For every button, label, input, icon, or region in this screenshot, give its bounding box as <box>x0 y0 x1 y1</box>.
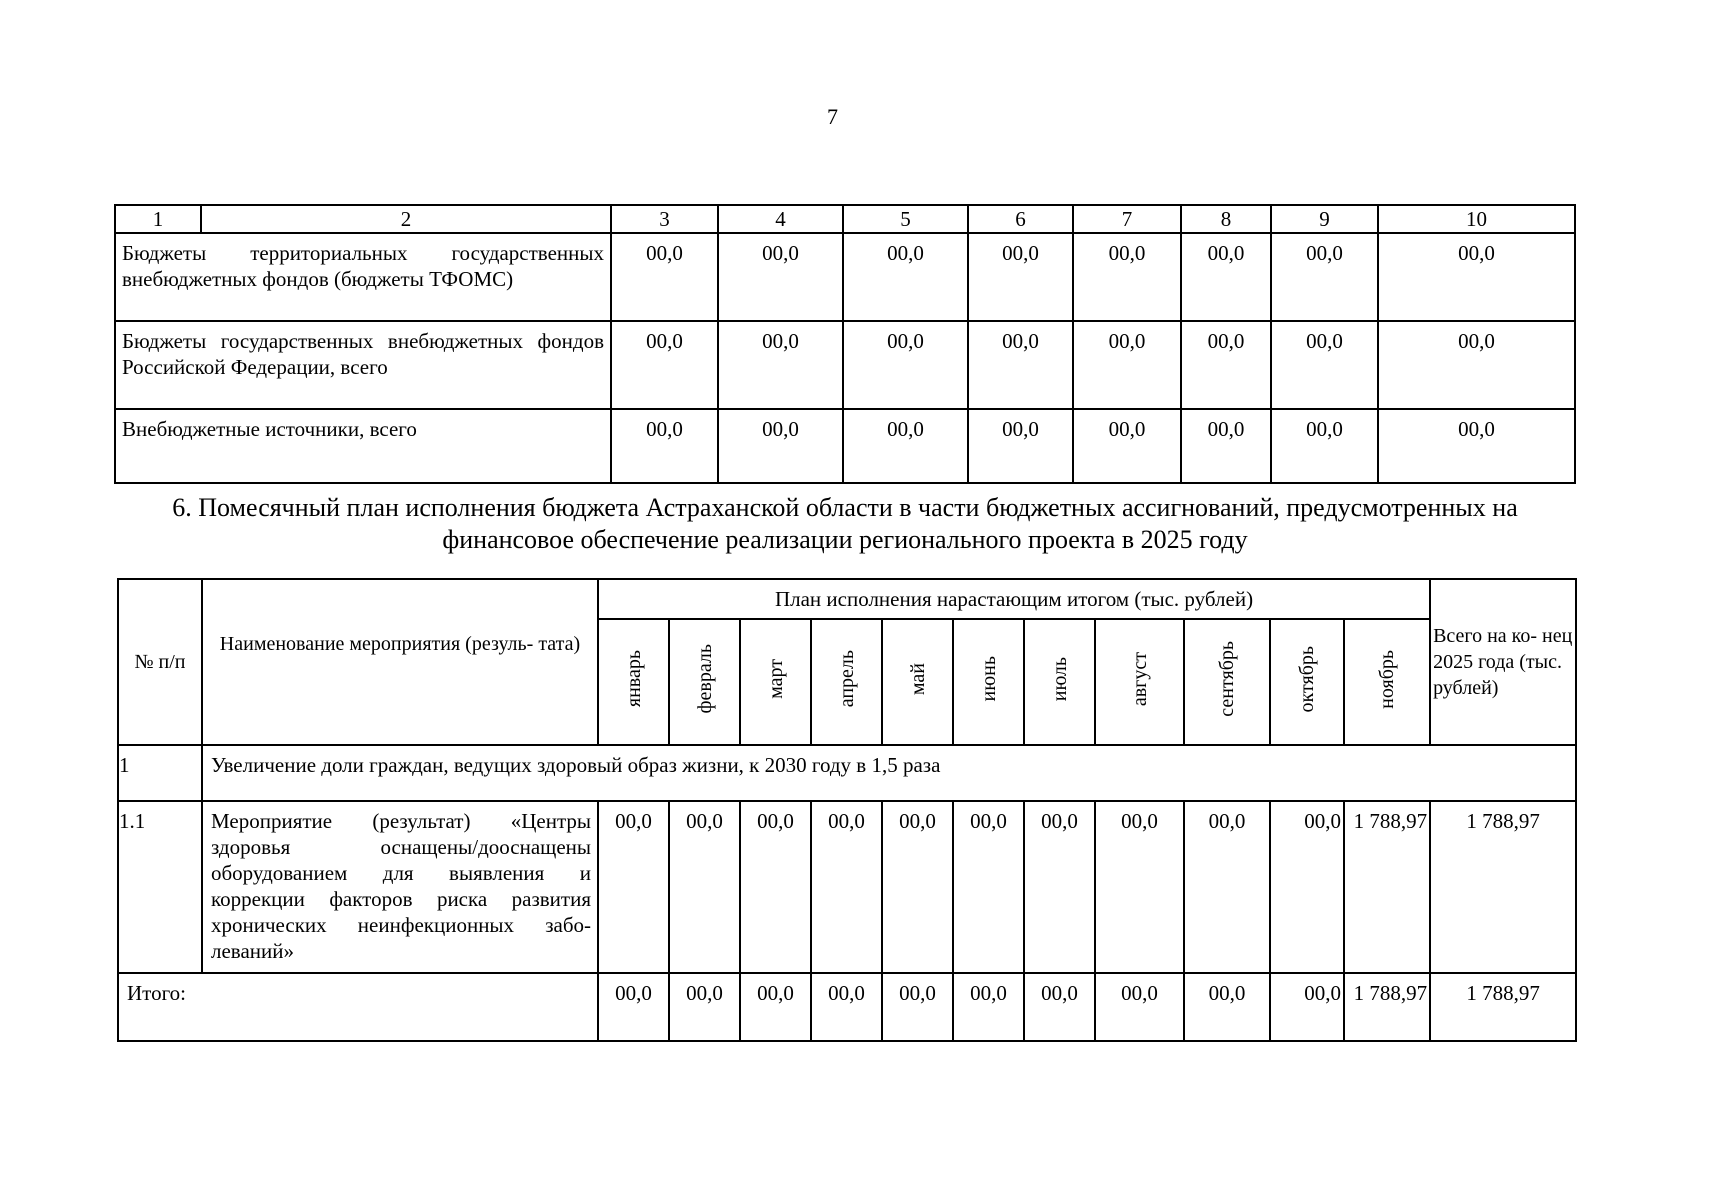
cell-value: 00,0 <box>1271 233 1378 321</box>
itogo-label: Итого: <box>118 973 598 1041</box>
cell-value: 00,0 <box>1271 409 1378 483</box>
cell-value: 00,0 <box>1073 409 1181 483</box>
section-heading-line2: финансовое обеспечение реализации регионального проекта в 2025 году <box>442 525 1248 554</box>
cell-value: 00,0 <box>718 321 843 409</box>
month-label: март <box>764 659 787 699</box>
cell-value: 00,0 <box>1271 321 1378 409</box>
section-number: 1 <box>118 745 202 801</box>
cell-value: 1 788,97 <box>1344 973 1430 1041</box>
col-header: 7 <box>1073 205 1181 233</box>
row-label: Бюджеты государственных внебюджетных фондов Российской Федерации, всего <box>115 321 611 409</box>
cell-value: 00,0 <box>611 409 718 483</box>
col-header: 3 <box>611 205 718 233</box>
month-label: январь <box>622 650 645 708</box>
cell-value: 00,0 <box>968 321 1073 409</box>
cell-value: 00,0 <box>1181 233 1271 321</box>
cell-value: 00,0 <box>1378 233 1575 321</box>
cell-value: 00,0 <box>1024 973 1095 1041</box>
month-header <box>953 619 1024 745</box>
section-heading <box>114 492 1576 556</box>
col-header: 4 <box>718 205 843 233</box>
cell-value: 00,0 <box>1378 409 1575 483</box>
cell-value: 00,0 <box>1073 233 1181 321</box>
cell-value: 00,0 <box>953 973 1024 1041</box>
cell-value: 00,0 <box>882 973 953 1041</box>
cell-value: 00,0 <box>882 801 953 973</box>
col-header: 10 <box>1378 205 1575 233</box>
table-row <box>115 409 1575 483</box>
cell-value: 00,0 <box>811 973 882 1041</box>
section-heading-line1: 6. Помесячный план исполнения бюджета Астраханской области в части бюджетных ассигнований, предусмотренных на <box>172 493 1518 522</box>
page-number: 7 <box>827 104 838 129</box>
sources-table <box>114 204 1576 484</box>
month-header <box>598 619 669 745</box>
item-number: 1.1 <box>118 801 202 973</box>
cell-value: 00,0 <box>1181 321 1271 409</box>
item-name: Мероприятие (результат) «Центры здоровья оснащены/дооснащены оборудованием для выявления и коррекции факторов риска развития хронических неинфекционных забо- леваний» <box>202 801 598 973</box>
cell-value: 00,0 <box>669 801 740 973</box>
month-label: май <box>906 662 929 696</box>
cell-value: 00,0 <box>811 801 882 973</box>
cell-value: 00,0 <box>598 801 669 973</box>
cell-value: 00,0 <box>968 233 1073 321</box>
month-label: июль <box>1048 656 1071 702</box>
cell-value: 00,0 <box>843 409 968 483</box>
month-header <box>1270 619 1344 745</box>
month-label: сентябрь <box>1216 641 1238 717</box>
cell-value: 00,0 <box>718 233 843 321</box>
month-label: февраль <box>693 644 716 714</box>
month-header <box>1344 619 1430 745</box>
month-label: ноябрь <box>1376 649 1399 709</box>
table-row <box>118 801 1576 973</box>
col-header: 5 <box>843 205 968 233</box>
section-row <box>118 745 1576 801</box>
cell-value: 00,0 <box>1270 973 1344 1041</box>
col-header-number: № п/п <box>118 579 202 745</box>
month-header <box>882 619 953 745</box>
cell-value: 00,0 <box>740 973 811 1041</box>
monthly-plan-table <box>117 578 1577 1042</box>
col-header: 9 <box>1271 205 1378 233</box>
month-header <box>1024 619 1095 745</box>
month-label: апрель <box>835 650 858 708</box>
cell-value: 00,0 <box>843 321 968 409</box>
cell-value: 00,0 <box>611 233 718 321</box>
table-header-row <box>115 205 1575 233</box>
cell-value: 00,0 <box>740 801 811 973</box>
cell-value: 00,0 <box>1378 321 1575 409</box>
cell-total: 1 788,97 <box>1430 973 1576 1041</box>
month-header <box>811 619 882 745</box>
cell-value: 00,0 <box>1181 409 1271 483</box>
cell-total: 1 788,97 <box>1430 801 1576 973</box>
month-header <box>669 619 740 745</box>
cell-value: 00,0 <box>968 409 1073 483</box>
col-header-name: Наименование мероприятия (резуль- тата) <box>202 579 598 745</box>
cell-value: 1 788,97 <box>1344 801 1430 973</box>
cell-value: 00,0 <box>1184 973 1270 1041</box>
cell-value: 00,0 <box>598 973 669 1041</box>
row-label: Бюджеты территориальных государственных внебюджетных фондов (бюджеты ТФОМС) <box>115 233 611 321</box>
col-header: 2 <box>201 205 611 233</box>
table-row <box>115 321 1575 409</box>
month-label: август <box>1128 651 1151 707</box>
cell-value: 00,0 <box>1095 973 1184 1041</box>
cell-value: 00,0 <box>1270 801 1344 973</box>
cell-value: 00,0 <box>718 409 843 483</box>
row-label: Внебюджетные источники, всего <box>115 409 611 483</box>
cell-value: 00,0 <box>843 233 968 321</box>
col-header: 8 <box>1181 205 1271 233</box>
col-header-total: Всего на ко- нец 2025 года (тыс. рублей) <box>1430 579 1576 745</box>
cell-value: 00,0 <box>611 321 718 409</box>
month-header <box>1184 619 1270 745</box>
month-header <box>740 619 811 745</box>
section-text: Увеличение доли граждан, ведущих здоровый образ жизни, к 2030 году в 1,5 раза <box>202 745 1576 801</box>
cell-value: 00,0 <box>1095 801 1184 973</box>
cell-value: 00,0 <box>1184 801 1270 973</box>
cell-value: 00,0 <box>1073 321 1181 409</box>
col-header: 6 <box>968 205 1073 233</box>
month-header <box>1095 619 1184 745</box>
cell-value: 00,0 <box>669 973 740 1041</box>
month-label: октябрь <box>1296 645 1318 713</box>
table-row <box>115 233 1575 321</box>
col-header: 1 <box>115 205 201 233</box>
cell-value: 00,0 <box>1024 801 1095 973</box>
itogo-row <box>118 973 1576 1041</box>
plan-header: План исполнения нарастающим итогом (тыс. рублей) <box>598 579 1430 619</box>
cell-value: 00,0 <box>953 801 1024 973</box>
month-label: июнь <box>977 656 1000 702</box>
